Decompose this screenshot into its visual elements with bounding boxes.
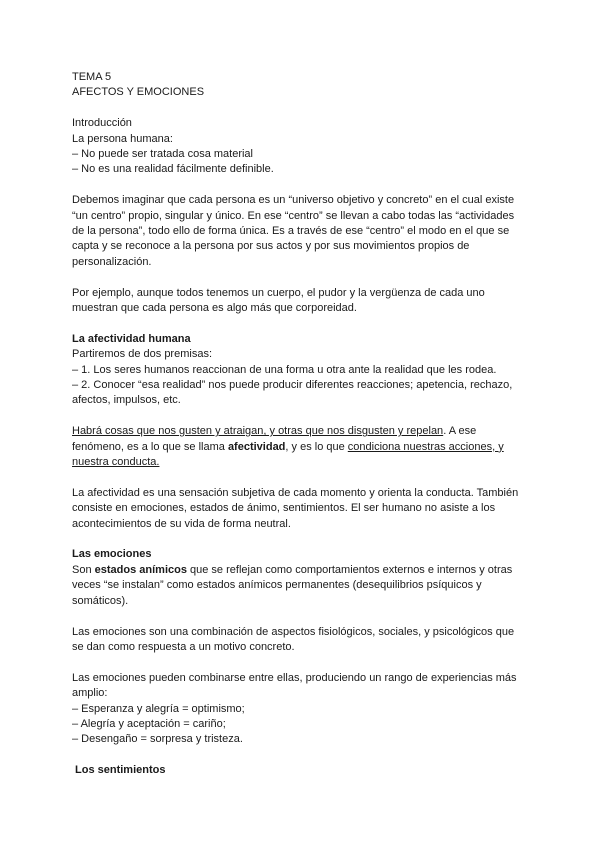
intro-item: – No es una realidad fácilmente definible.	[72, 163, 274, 176]
intro-paragraph-1	[72, 193, 532, 270]
premise-item: – 1. Los seres humanos reaccionan de una forma u otra ante la realidad que les rodea.	[72, 363, 497, 376]
text-line: fenómeno, es a lo que se llama afectividad, y es lo que condiciona nuestras acciones, y	[72, 440, 504, 453]
text-line: Por ejemplo, aunque todos tenemos un cuerpo, el pudor y la vergüenza de cada uno	[72, 286, 485, 299]
tema-number: TEMA 5	[72, 71, 112, 83]
underlined-text: nuestra conducta.	[72, 456, 160, 469]
text-line: Debemos imaginar que cada persona es un “universo objetivo y concreto” en el cual existe	[72, 194, 515, 207]
afectividad-paragraph-2	[72, 486, 532, 532]
document-page	[72, 70, 532, 779]
text-line: se dan como respuesta a un motivo concreto.	[72, 640, 295, 653]
text-line	[72, 455, 532, 470]
bold-term: afectividad	[227, 440, 286, 453]
text-line: consiste en emociones, estados de ánimo, sentimientos. El ser humano no asiste a los	[72, 502, 496, 515]
text-line: Las emociones pueden combinarse entre ellas, produciendo un rango de experiencias más	[72, 671, 517, 684]
emociones-paragraph-1	[72, 563, 532, 609]
text-line: Son estados anímicos que se reflejan como comportamientos externos e internos y otras	[72, 563, 513, 576]
afectividad-heading: La afectividad humana	[72, 332, 191, 345]
underlined-text: condiciona nuestras acciones, y	[347, 440, 504, 453]
text-line: veces “se instalan” como estados anímicos permanentes (desequilibrios psíquicos y	[72, 579, 482, 592]
text-line: “un centro” propio, singular y único. En ese “centro” se llevan a cabo todas las “actividades	[72, 209, 515, 222]
premise-item: – 2. Conocer “esa realidad” nos puede producir diferentes reacciones; apetencia, rechazo,	[72, 379, 513, 392]
text-line: Las emociones son una combinación de aspectos fisiológicos, sociales, y psicológicos que	[72, 625, 515, 638]
emociones-heading: Las emociones	[72, 548, 152, 561]
text-line: de la persona”, todo ello de forma única. Es a través de ese “centro” el modo en el que se	[72, 225, 510, 238]
text-line: amplio:	[72, 687, 108, 700]
sentimientos-heading: Los sentimientos	[75, 764, 166, 777]
intro-lead: La persona humana:	[72, 132, 173, 145]
document-title: AFECTOS Y EMOCIONES	[72, 86, 205, 99]
text-line: acontecimientos de su vida de forma neutral.	[72, 517, 291, 530]
text-line: somáticos).	[72, 594, 129, 607]
text-line: personalización.	[72, 255, 152, 268]
premise-item: afectos, impulsos, etc.	[72, 394, 181, 407]
text-line: muestran que cada persona es algo más que corporeidad.	[72, 302, 357, 315]
combo-item: – Esperanza y alegría = optimismo;	[72, 702, 245, 715]
text-line: La afectividad es una sensación subjetiva de cada momento y orienta la conducta. También	[72, 486, 519, 499]
emociones-paragraph-3	[72, 671, 532, 748]
combo-item: – Alegría y aceptación = cariño;	[72, 717, 226, 730]
emociones-paragraph-2	[72, 625, 532, 656]
intro-paragraph-2	[72, 286, 532, 317]
intro-heading: Introducción	[72, 117, 132, 130]
text-line: capta y se reconoce a la persona por sus actos y por sus movimientos propios de	[72, 240, 470, 253]
intro-item: – No puede ser tratada cosa material	[72, 148, 253, 161]
underlined-text: Habrá cosas que nos gusten y atraigan, y otras que nos disgusten y repelan	[72, 425, 444, 438]
combo-item: – Desengaño = sorpresa y tristeza.	[72, 733, 243, 746]
afectividad-paragraph-1	[72, 424, 532, 470]
text-line: Habrá cosas que nos gusten y atraigan, y otras que nos disgusten y repelan. A ese	[72, 425, 477, 438]
bold-term: estados anímicos	[94, 563, 187, 576]
afectividad-lead: Partiremos de dos premisas:	[72, 348, 212, 361]
